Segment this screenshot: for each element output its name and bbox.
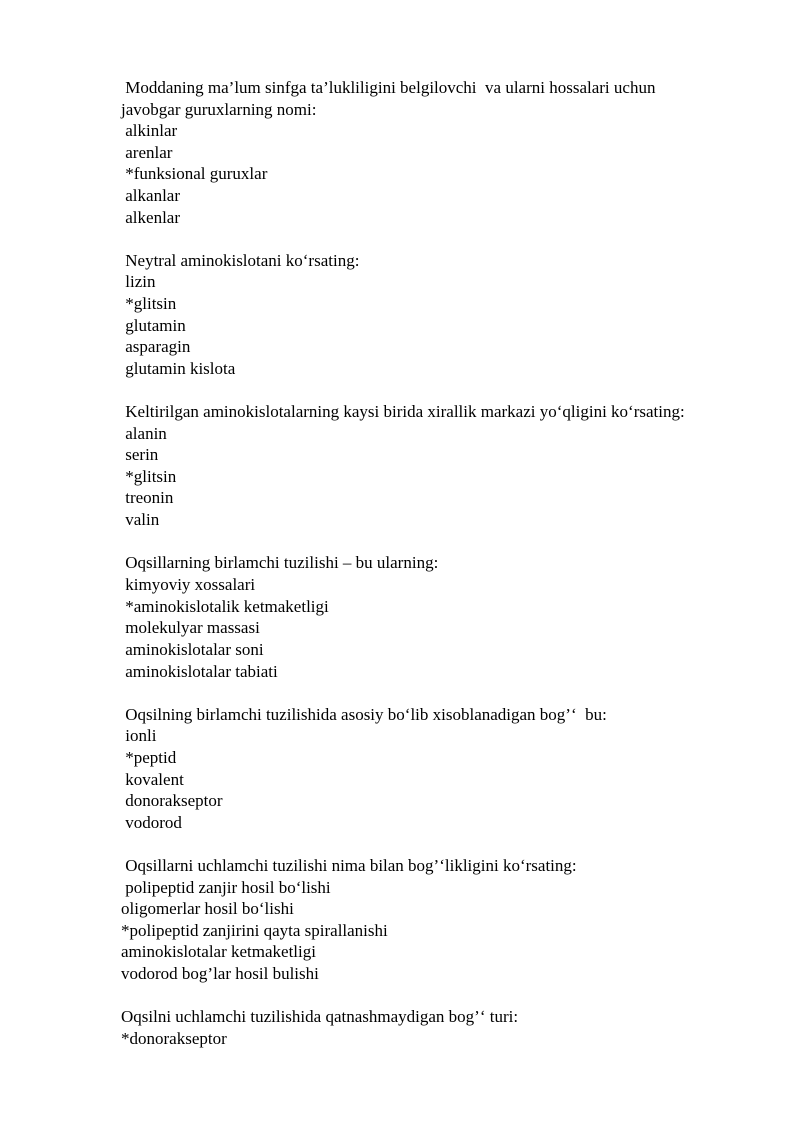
question-4-option-3: molekulyar massasi xyxy=(121,618,260,637)
question-3-option-3: *glitsin xyxy=(121,467,177,486)
question-4-option-2: *aminokislotalik ketmaketligi xyxy=(121,597,329,616)
question-5-option-3: kovalent xyxy=(121,770,184,789)
question-3-option-5: valin xyxy=(121,510,160,529)
question-3-option-1: alanin xyxy=(121,424,167,443)
question-1-option-1: alkinlar xyxy=(121,121,178,140)
question-4-option-1: kimyoviy xossalari xyxy=(121,575,256,594)
question-2-option-4: asparagin xyxy=(121,337,191,356)
question-5-option-4: donorakseptor xyxy=(121,791,223,810)
question-6-option-3: *polipeptid zanjirini qayta spirallanishi xyxy=(121,921,388,940)
question-2-option-1: lizin xyxy=(121,272,156,291)
question-3-prompt: Keltirilgan aminokislotalarning kaysi birida xirallik markazi yo‘qligini ko‘rsating: xyxy=(121,402,685,421)
question-6-option-2: oligomerlar hosil bo‘lishi xyxy=(121,899,294,918)
question-6-option-1: polipeptid zanjir hosil bo‘lishi xyxy=(121,878,331,897)
question-6-option-5: vodorod bog’lar hosil bulishi xyxy=(121,964,319,983)
question-7-prompt: Oqsilni uchlamchi tuzilishida qatnashmaydigan bog’‘ turi: xyxy=(121,1007,519,1026)
question-5-prompt: Oqsilning birlamchi tuzilishida asosiy bo‘lib xisoblanadigan bog’‘ bu: xyxy=(121,705,607,724)
question-2-option-2: *glitsin xyxy=(121,294,177,313)
question-5-option-2: *peptid xyxy=(121,748,177,767)
question-3-option-2: serin xyxy=(121,445,159,464)
question-2-option-3: glutamin xyxy=(121,316,186,335)
question-4-option-5: aminokislotalar tabiati xyxy=(121,662,278,681)
question-6-option-4: aminokislotalar ketmaketligi xyxy=(121,942,316,961)
question-4-option-4: aminokislotalar soni xyxy=(121,640,264,659)
question-2-option-5: glutamin kislota xyxy=(121,359,236,378)
question-5-option-5: vodorod xyxy=(121,813,182,832)
question-1-option-4: alkanlar xyxy=(121,186,180,205)
question-5-option-1: ionli xyxy=(121,726,157,745)
question-1-option-2: arenlar xyxy=(121,143,173,162)
question-4-prompt: Oqsillarning birlamchi tuzilishi – bu ularning: xyxy=(121,553,439,572)
question-1-prompt-line-1: Moddaning ma’lum sinfga ta’lukliligini belgilovchi va ularni hossalari uchun xyxy=(121,78,656,97)
question-2-prompt: Neytral aminokislotani ko‘rsating: xyxy=(121,251,360,270)
question-1-prompt-line-2: javobgar guruxlarning nomi: xyxy=(121,100,317,119)
question-1-option-5: alkenlar xyxy=(121,208,180,227)
question-6-prompt: Oqsillarni uchlamchi tuzilishi nima bilan bog’‘likligini ko‘rsating: xyxy=(121,856,577,875)
question-7-option-1: *donorakseptor xyxy=(121,1029,227,1048)
question-1-option-3: *funksional guruxlar xyxy=(121,164,268,183)
question-3-option-4: treonin xyxy=(121,488,174,507)
